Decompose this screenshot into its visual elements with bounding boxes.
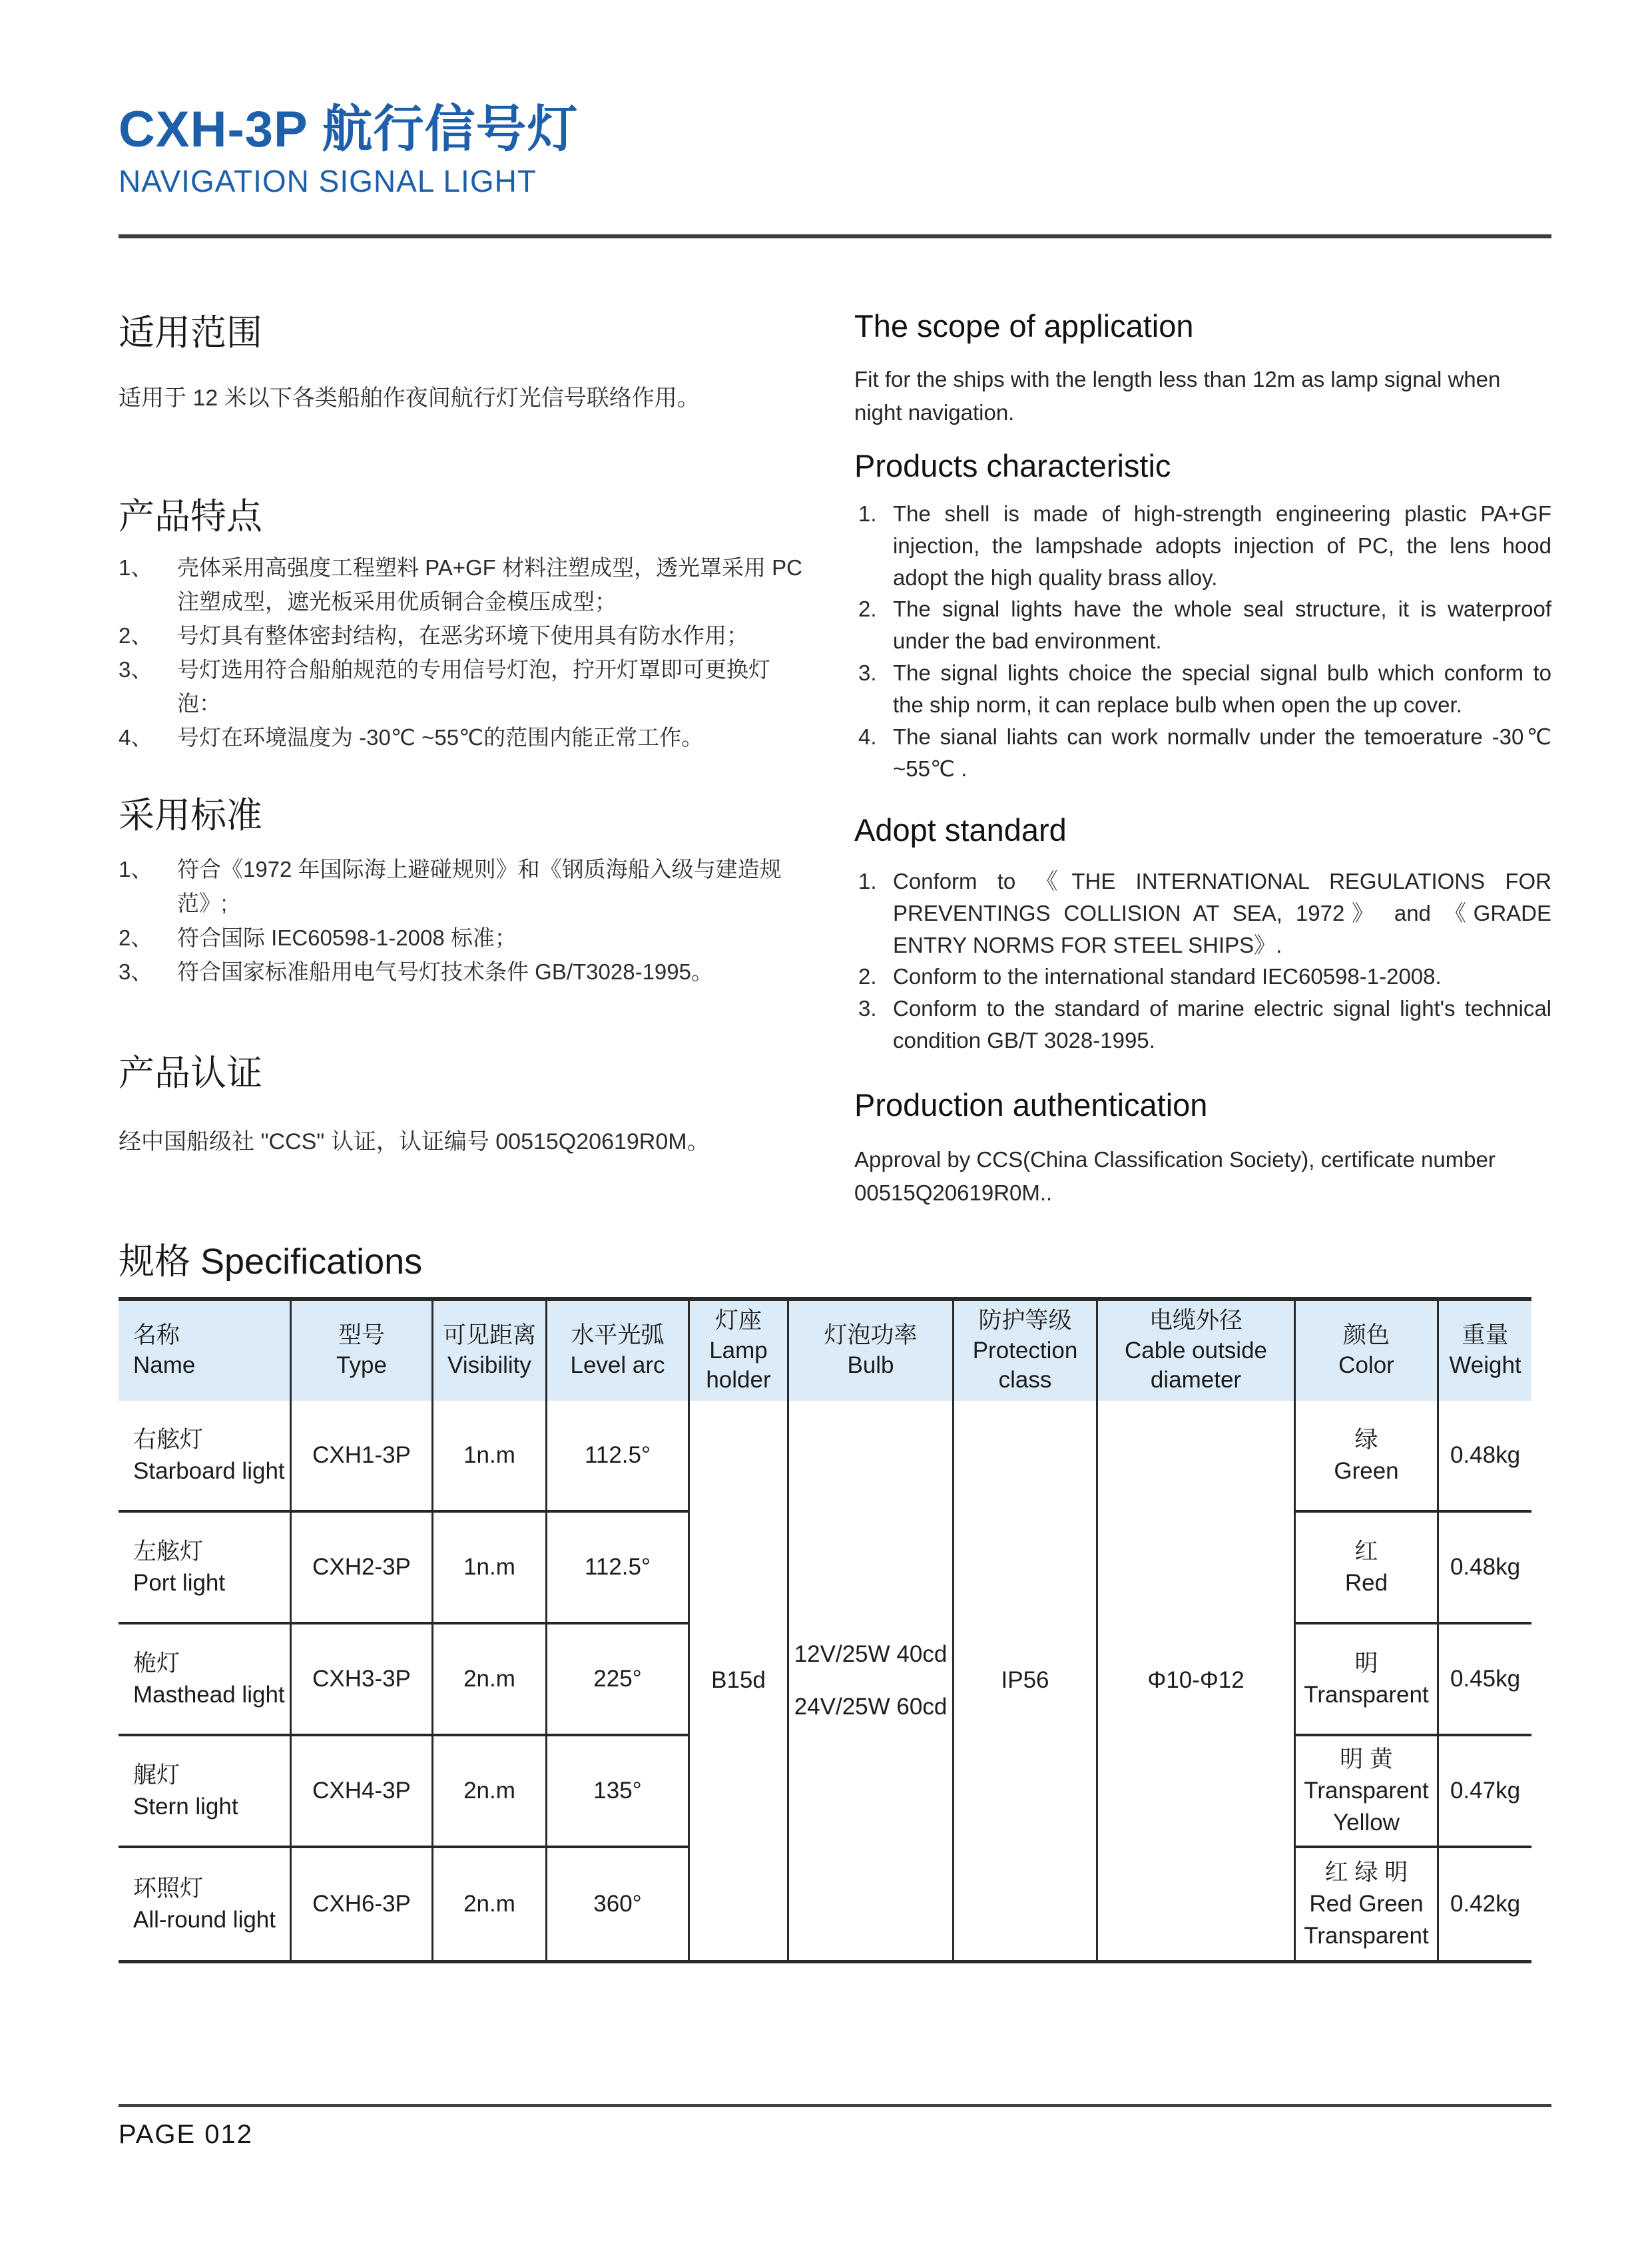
cell-type: CXH1-3P [290,1401,431,1513]
item-text: 号灯具有整体密封结构，在恶劣环境下使用具有防水作用； [177,622,748,648]
th-zh: 颜色 [1342,1322,1390,1349]
th-zh: 防护等级 [978,1307,1072,1334]
list-item [854,866,1551,961]
specifications-heading: 规格 Specifications [119,1242,423,1282]
th-en: Visibility [447,1352,531,1378]
name-zh: 艉灯 [133,1762,180,1788]
th-zh: 可见距离 [442,1322,536,1349]
cell-level-arc: 112.5° [545,1513,688,1624]
color-zh: 明 黄 [1340,1746,1393,1773]
cell-name-stern [119,1736,290,1848]
th-en: Weight [1449,1352,1521,1378]
scope-heading-en: The scope of application [854,308,1194,344]
cell-weight: 0.48kg [1437,1513,1531,1624]
item-text: The shell is made of high-strength engineering plastic PA+GF injection, the lampshade adopts injection of PC, the lens hood adopt the high quality brass alloy. [893,501,1551,590]
page-subtitle: NAVIGATION SIGNAL LIGHT [119,164,537,199]
cell-type: CXH2-3P [290,1513,431,1624]
item-marker: 1、 [119,857,153,882]
name-zh: 左舷灯 [133,1538,204,1565]
item-marker: 3、 [119,657,153,682]
th-en: Protection class [972,1337,1078,1393]
list-item [119,955,806,989]
item-marker: 1、 [119,555,153,580]
th-level-arc [545,1301,688,1401]
cell-color [1294,1624,1437,1736]
section-standard-en [854,812,1551,1057]
cell-visibility: 1n.m [431,1401,545,1513]
bulb-line-1: 12V/25W 40cd [794,1640,948,1667]
name-en: Stern light [133,1794,238,1820]
page-number: PAGE 012 [119,2120,254,2149]
features-heading-zh: 产品特点 [119,496,262,537]
cell-level-arc: 135° [545,1736,688,1848]
list-item [854,657,1551,721]
cell-visibility: 1n.m [431,1513,545,1624]
list-item [854,593,1551,657]
cell-protection-class-merged: IP56 [952,1401,1096,1960]
item-text: The signal lights choice the special signal bulb which conform to the ship norm, it can replace bulb when open the up cover. [893,660,1551,717]
cell-color [1294,1736,1437,1848]
list-item [119,720,806,754]
certification-heading-zh: 产品认证 [119,1053,262,1093]
list-item [119,551,806,619]
item-text: 符合国际 IEC60598-1-2008 标准； [177,925,517,950]
item-marker: 3. [858,660,877,686]
specifications-table [119,1297,1531,1963]
th-en: Lamp holder [706,1337,771,1393]
cell-type: CXH6-3P [290,1848,431,1960]
cell-color [1294,1401,1437,1513]
section-scope-zh [119,312,806,415]
standard-heading-zh: 采用标准 [119,796,262,836]
cell-visibility: 2n.m [431,1848,545,1960]
name-zh: 右舷灯 [133,1426,204,1453]
cell-name-all-round [119,1848,290,1960]
cell-name-starboard [119,1401,290,1513]
item-text: 符合《1972 年国际海上避碰规则》和《钢质海船入级与建造规范》; [177,857,782,916]
scope-body-zh: 适用于 12 米以下各类船舶作夜间航行灯光信号联络作用。 [119,385,700,411]
standard-list-en [854,866,1551,1057]
cell-weight: 0.45kg [1437,1624,1531,1736]
section-certification-zh [119,1052,806,1159]
item-text: Conform to 《THE INTERNATIONAL REGULATIONS FOR PREVENTINGS COLLISION AT SEA, 1972》 and 《GRADE ENTRY NORMS FOR STEEL SHIPS》. [893,868,1551,957]
cell-weight: 0.42kg [1437,1848,1531,1960]
color-en: Transparent [1304,1682,1429,1708]
color-zh: 明 [1354,1650,1378,1676]
cell-name-masthead [119,1624,290,1736]
th-en: Level arc [570,1352,665,1378]
section-scope-en [854,308,1551,429]
th-en: Color [1338,1352,1394,1378]
column-chinese [119,312,806,1159]
th-protection-class [952,1301,1096,1401]
doc-header [119,101,578,199]
color-en: Red Green Transparent [1304,1891,1429,1949]
color-zh: 红 绿 明 [1324,1860,1408,1886]
list-item [119,852,806,920]
bulb-line-2: 24V/25W 60cd [794,1694,948,1720]
item-marker: 3. [858,996,877,1021]
cell-type: CXH4-3P [290,1736,431,1848]
scope-body-en: Fit for the ships with the length less than 12m as lamp signal when night navigation. [854,367,1501,425]
header-divider [119,234,1551,238]
cell-name-port [119,1513,290,1624]
list-item [854,498,1551,594]
list-item [854,993,1551,1057]
item-marker: 1. [858,501,877,526]
th-color [1294,1301,1437,1401]
features-list-zh [119,551,806,755]
item-text: Conform to the international standard IEC60598-1-2008. [893,964,1442,989]
th-en: Type [336,1352,387,1378]
item-marker: 2. [858,597,877,622]
certification-body-zh: 经中国船级社 "CCS" 认证，认证编号 00515Q20619R0M。 [119,1128,710,1154]
item-marker: 4、 [119,725,153,750]
section-characteristic-en [854,447,1551,784]
name-en: Masthead light [133,1682,285,1708]
cell-color [1294,1848,1437,1960]
item-marker: 1. [858,868,877,893]
th-en: Cable outside diameter [1124,1337,1268,1393]
th-zh: 重量 [1462,1322,1509,1349]
th-visibility [431,1301,545,1401]
item-text: 壳体采用高强度工程塑料 PA+GF 材料注塑成型，透光罩采用 PC 注塑成型，遮光板采用优质铜合金模压成型； [177,555,803,614]
th-zh: 水平光弧 [571,1322,665,1349]
th-en: Name [133,1352,196,1378]
color-en: Green [1334,1458,1399,1484]
section-features-zh [119,495,806,755]
authentication-body-en: Approval by CCS(China Classification Society), certificate number 00515Q20619R0M.. [854,1147,1496,1205]
name-zh: 桅灯 [133,1650,180,1676]
color-zh: 绿 [1354,1426,1378,1453]
item-marker: 2. [858,964,877,989]
cell-weight: 0.47kg [1437,1736,1531,1848]
list-item [119,921,806,955]
authentication-heading-en: Production authentication [854,1087,1208,1123]
page-title: CXH-3P 航行信号灯 [119,101,579,158]
section-standard-zh [119,794,806,988]
item-text: Conform to the standard of marine electric signal light's technical condition GB/T 3028-1995. [893,996,1551,1053]
item-text: The sianal liahts can work normallv under the temoerature -30℃ ~55℃ . [893,724,1551,781]
standard-list-zh [119,852,806,989]
th-en: Bulb [847,1352,894,1378]
cell-level-arc: 360° [545,1848,688,1960]
name-en: Starboard light [133,1458,285,1484]
th-zh: 灯泡功率 [824,1322,918,1349]
characteristic-list-en [854,498,1551,785]
section-authentication-en [854,1087,1551,1209]
cell-weight: 0.48kg [1437,1401,1531,1513]
cell-visibility: 2n.m [431,1736,545,1848]
th-name [119,1301,290,1401]
item-text: 符合国家标准船用电气号灯技术条件 GB/T3028-1995。 [177,959,713,984]
item-text: 号灯选用符合船舶规范的专用信号灯泡，拧开灯罩即可更换灯泡： [177,657,770,716]
list-item [854,721,1551,785]
list-item [119,619,806,652]
item-marker: 2、 [119,622,153,648]
name-zh: 环照灯 [133,1875,204,1901]
th-bulb [787,1301,952,1401]
th-weight [1437,1301,1531,1401]
cell-bulb-merged [787,1401,952,1960]
name-en: Port light [133,1570,226,1596]
cell-type: CXH3-3P [290,1624,431,1736]
th-zh: 型号 [338,1322,385,1349]
th-type [290,1301,431,1401]
cell-lamp-holder-merged: B15d [688,1401,787,1960]
cell-level-arc: 225° [545,1624,688,1736]
name-en: All-round light [133,1907,276,1933]
color-en: Transparent Yellow [1304,1778,1429,1836]
cell-visibility: 2n.m [431,1624,545,1736]
cell-cable-outside-diameter-merged: Φ10-Φ12 [1096,1401,1294,1960]
th-zh: 灯座 [714,1307,762,1334]
color-en: Red [1344,1570,1388,1596]
th-cable-outside-diameter [1096,1301,1294,1401]
item-text: 号灯在环境温度为 -30℃ ~55℃的范围内能正常工作。 [177,725,704,750]
item-marker: 2、 [119,925,153,950]
item-text: The signal lights have the whole seal structure, it is waterproof under the bad environment. [893,597,1551,654]
th-zh: 名称 [133,1322,180,1349]
standard-heading-en: Adopt standard [854,812,1067,848]
th-lamp-holder [688,1301,787,1401]
list-item [854,961,1551,993]
list-item [119,652,806,720]
scope-heading-zh: 适用范围 [119,313,262,353]
th-zh: 电缆外径 [1149,1307,1242,1334]
cell-color [1294,1513,1437,1624]
footer-divider [119,2104,1551,2107]
item-marker: 4. [858,724,877,749]
cell-level-arc: 112.5° [545,1401,688,1513]
column-english [854,308,1551,1209]
characteristic-heading-en: Products characteristic [854,448,1171,484]
item-marker: 3、 [119,959,153,984]
color-zh: 红 [1354,1538,1378,1565]
